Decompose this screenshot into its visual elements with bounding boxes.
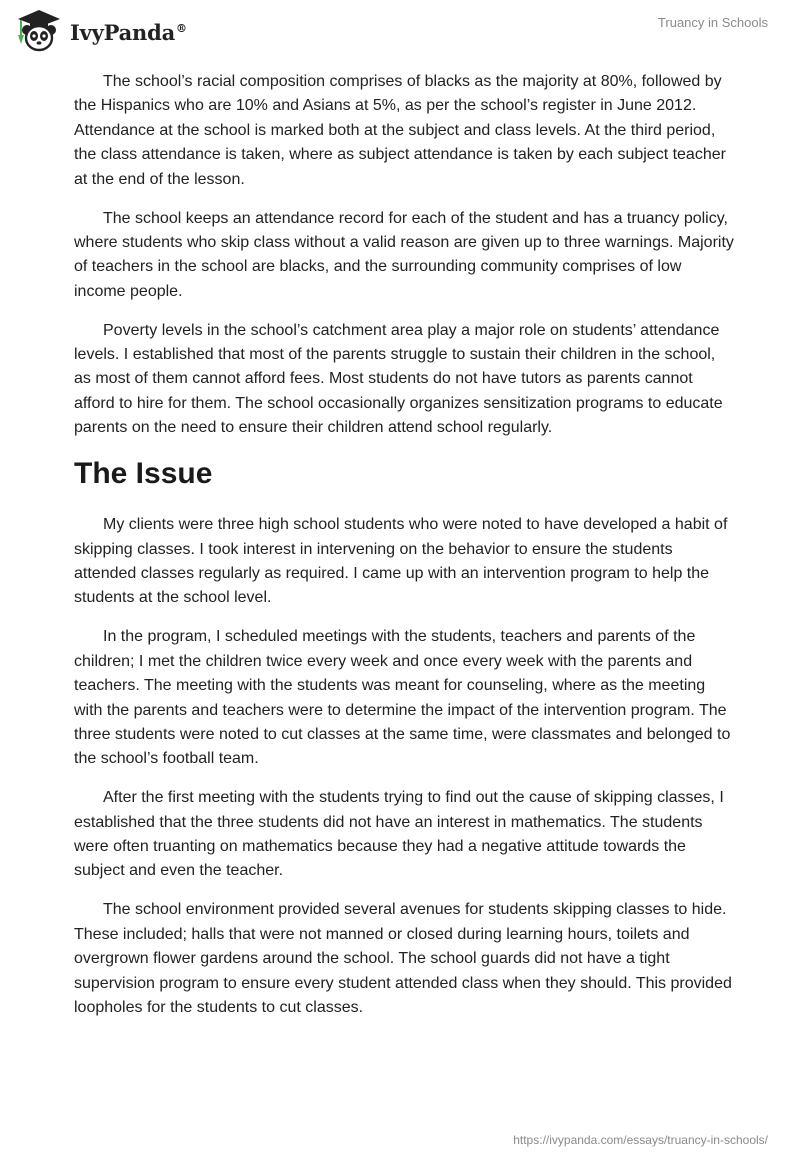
paragraph: After the first meeting with the students trying to find out the cause of skipping classes, I established that the three students did not have an interest in mathematics. The students were often truanting on mathematics because they had a negative attitude towards the subject and even the teacher. [74, 789, 724, 880]
registered-mark: ® [176, 21, 187, 35]
document-title: Truancy in Schools [657, 15, 768, 30]
article-body [74, 70, 734, 1035]
paragraph: In the program, I scheduled meetings with the students, teachers and parents of the children; I met the children twice every week and once every week with the parents and teachers. The meeting with the students was meant for counseling, where as the meeting with the parents and teachers were to determine the impact of the intervention program. The three students were noted to cut classes at the same time, were classmates and belonged to the school’s football team. [74, 628, 731, 768]
section-heading: The Issue [74, 457, 213, 491]
paragraph: My clients were three high school students who were noted to have developed a habit of skipping classes. I took interest in intervening on the behavior to ensure the students attended classes regularly as required. I came up with an intervention program to help the students at the school level. [74, 516, 728, 607]
brand-name: IvyPanda® [70, 19, 187, 45]
paragraph: The school environment provided several avenues for students skipping classes to hide. These included; halls that were not manned or closed during learning hours, toilets and overgrown flower gardens around the school. The school guards did not have a tight supervision program to ensure every student attended class when they should. This provided loopholes for the students to cut classes. [74, 901, 732, 1016]
paragraph: The school keeps an attendance record for each of the student and has a truancy policy, where students who skip class without a valid reason are given up to three warnings. Majority of teachers in the school are blacks, and the surrounding community comprises of low income people. [74, 209, 734, 300]
panda-graduate-icon [14, 8, 64, 54]
page-header [0, 0, 800, 60]
paragraph: Poverty levels in the school’s catchment area play a major role on students’ attendance levels. I established that most of the parents struggle to sustain their children in the school, as most of them cannot afford fees. Most students do not have tutors as parents cannot afford to hire for them. The school occasionally organizes sensitization programs to educate parents on the need to ensure their children attend school regularly. [74, 321, 723, 437]
source-url[interactable]: https://ivypanda.com/essays/truancy-in-schools/ [513, 1133, 768, 1147]
paragraph: The school’s racial composition comprises of blacks as the majority at 80%, followed by the Hispanics who are 10% and Asians at 5%, as per the school’s register in June 2012. Attendance at the school is marked both at the subject and class levels. At the third period, the class attendance is taken, where as subject attendance is taken by each subject teacher at the end of the lesson. [74, 73, 726, 188]
brand-logo[interactable] [14, 8, 187, 54]
